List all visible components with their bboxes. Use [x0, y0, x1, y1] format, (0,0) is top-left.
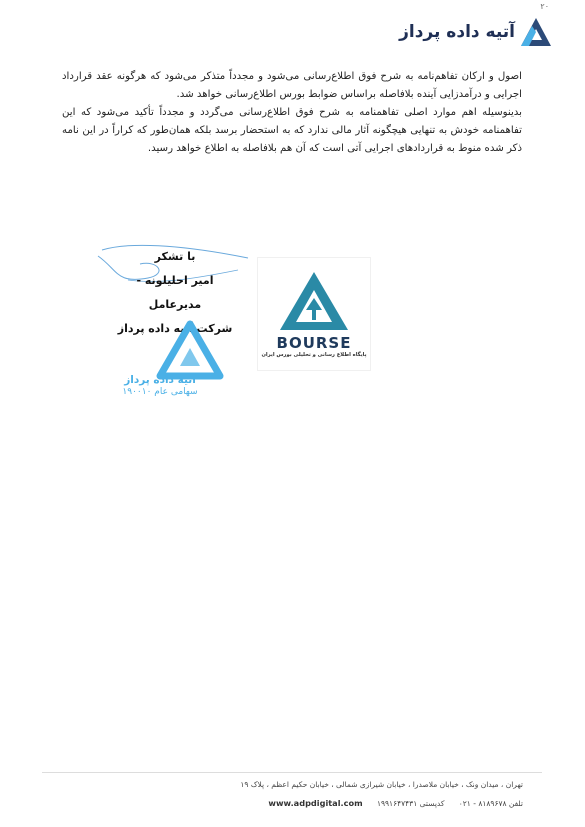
- bourse-subtitle: پایگاه اطلاع رسانی و تحلیلی بورس ایران: [261, 352, 367, 358]
- letter-body: [62, 68, 522, 158]
- stamp-company-name: آتیه داده پرداز: [124, 374, 196, 386]
- body-paragraph-1: اصول و ارکان تفاهم‌نامه به شرح فوق اطلاع‌رسانی می‌شود و مجدداً متذکر می‌شود که هرگونه عقد قرارداد اجرایی و درآمدزایی آینده بلافاصله براساس ضوابط بورس اطلاع‌رسانی خواهد شد.: [62, 71, 522, 100]
- footer-postal: کدپستی ۱۹۹۱۶۴۷۴۳۱: [376, 799, 445, 808]
- footer-contact: [63, 798, 523, 808]
- body-paragraph-2: بدینوسیله اهم موارد اصلی تفاهمنامه به شرح فوق اطلاع‌رسانی می‌گردد و مجدداً تأکید می‌شود که این تفاهمنامه خودش به تنهایی هیچگونه آثار مالی ندارد که به استحضار برسد بلکه همان‌طور که کراراً در این نامه ذکر شده منوط به قراردادهای اجرایی آتی است که آن هم بلافاصله به اطلاع خواهد رسید.: [62, 107, 522, 154]
- signature-greeting: با تشکر: [154, 250, 196, 263]
- footer-phone: تلفن ۸۱۸۹۶۷۸ - ۰۲۱: [458, 799, 523, 808]
- signature-name-title: امیر احلیلونه - مدیرعامل: [136, 274, 214, 311]
- stamp-registration: سهامی عام ۱۹۰۰۱۰: [122, 387, 198, 397]
- bourse-stamp: [258, 258, 370, 370]
- page-corner-mark: ٢٠: [540, 2, 549, 11]
- footer-website[interactable]: www.adpdigital.com: [268, 798, 363, 808]
- footer-divider: [42, 772, 542, 773]
- company-logo: [399, 16, 553, 48]
- bourse-word: BOURSE: [276, 334, 352, 352]
- company-logo-icon: [519, 16, 553, 48]
- footer-address: تهران ، میدان ونک ، خیابان ملاصدرا ، خیابان شیرازی شمالی ، خیابان حکیم اعظم ، پلاک ۱۹: [240, 780, 523, 789]
- bourse-logo-icon: [276, 270, 352, 334]
- company-logo-text: آتیه داده پرداز: [399, 22, 515, 42]
- signature-company: شرکت آتیه داده پرداز: [117, 322, 233, 335]
